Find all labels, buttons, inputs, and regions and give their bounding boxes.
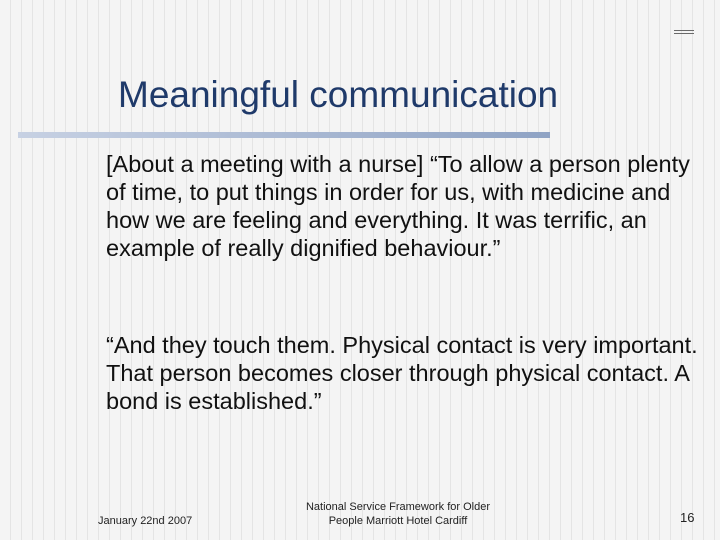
- title-underline: [18, 132, 550, 138]
- quote-paragraph-2: “And they touch them. Physical contact is very important. That person becomes closer through physical contact. A bond is established.”: [106, 332, 698, 414]
- footer-date: January 22nd 2007: [98, 515, 193, 527]
- logo-mark-icon: [674, 30, 694, 37]
- page-number: 16: [680, 510, 695, 525]
- footer-event-line-1: National Service Framework for Older: [305, 501, 490, 513]
- footer-event: [278, 500, 518, 528]
- footer-event-line-2: People Marriott Hotel Cardiff: [328, 515, 468, 527]
- quote-paragraph-1: [About a meeting with a nurse] “To allow a person plenty of time, to put things in order for us, with medicine and how we are feeling and everything. It was terrific, an example of really dignified behaviour.”: [106, 151, 690, 261]
- slide-title: Meaningful communication: [118, 74, 559, 115]
